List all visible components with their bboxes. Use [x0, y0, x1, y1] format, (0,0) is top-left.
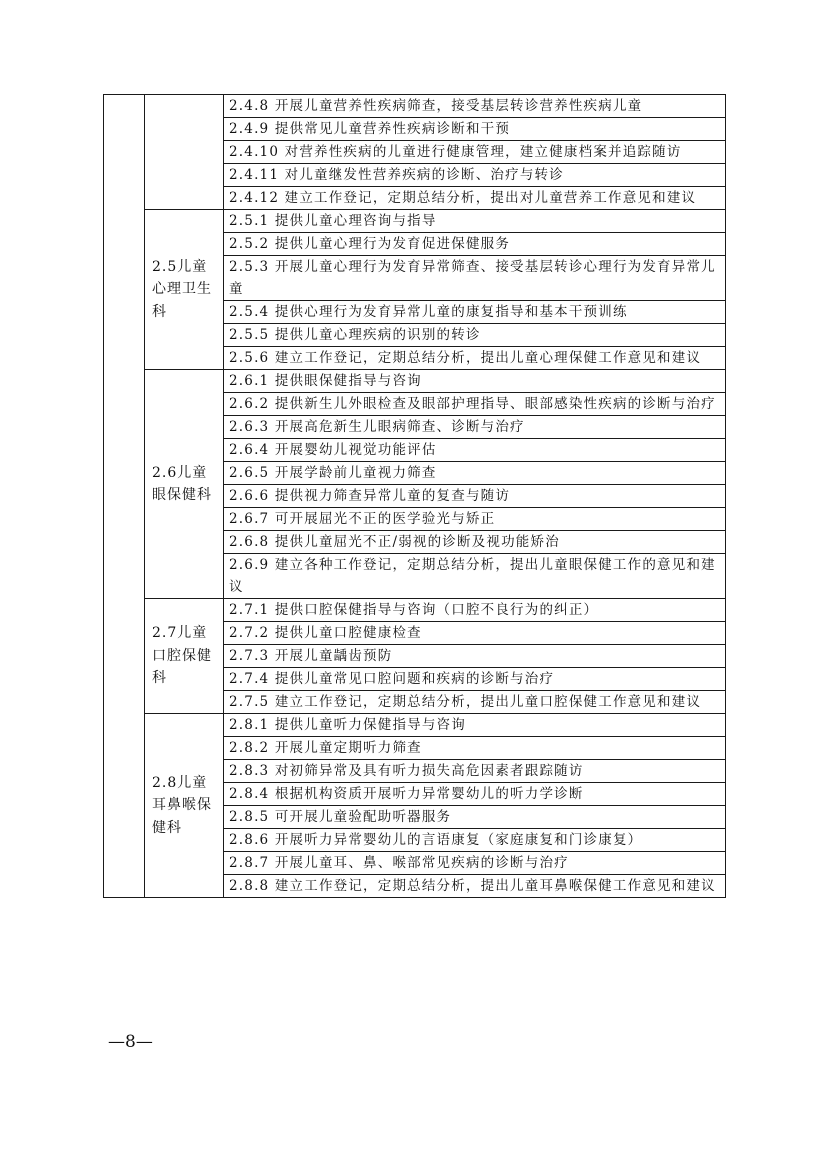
- service-item-text: 2.5.4 提供心理行为发育异常儿童的康复指导和基本干预训练: [229, 304, 628, 320]
- service-item-text: 2.6.4 开展婴幼儿视觉功能评估: [229, 442, 437, 458]
- service-item-text: 2.7.1 提供口腔保健指导与咨询（口腔不良行为的纠正）: [229, 602, 599, 618]
- service-item-cell: [224, 645, 726, 668]
- service-item-cell: [224, 531, 726, 554]
- service-item-text: 2.7.4 提供儿童常见口腔问题和疾病的诊断与治疗: [229, 671, 555, 687]
- service-item-cell: [224, 393, 726, 416]
- section-cell: [145, 370, 224, 599]
- service-item-text: 2.6.7 可开展屈光不正的医学验光与矫正: [229, 511, 496, 527]
- service-item-text: 2.7.3 开展儿童龋齿预防: [229, 648, 393, 664]
- service-item-text: 2.6.5 开展学龄前儿童视力筛查: [229, 465, 437, 481]
- section-label: 2.6儿童眼保健科: [152, 464, 212, 503]
- service-item-text: 2.4.8 开展儿童营养性疾病筛查，接受基层转诊营养性疾病儿童: [229, 98, 643, 114]
- service-item-cell: [224, 485, 726, 508]
- service-item-cell: [224, 508, 726, 531]
- service-item-cell: [224, 416, 726, 439]
- section-label: 2.7儿童口腔保健科: [152, 625, 212, 687]
- service-item-text: 2.8.7 开展儿童耳、鼻、喉部常见疾病的诊断与治疗: [229, 855, 569, 871]
- service-item-text: 2.5.2 提供儿童心理行为发育促进保健服务: [229, 236, 511, 252]
- service-item-cell: [224, 691, 726, 714]
- service-item-cell: [224, 439, 726, 462]
- service-item-cell: [224, 95, 726, 118]
- service-item-cell: [224, 714, 726, 737]
- service-item-text: 2.8.2 开展儿童定期听力筛查: [229, 740, 422, 756]
- service-item-text: 2.5.5 提供儿童心理疾病的识别的转诊: [229, 327, 481, 343]
- service-item-text: 2.5.6 建立工作登记，定期总结分析，提出儿童心理保健工作意见和建议: [229, 350, 702, 366]
- service-item-text: 2.7.5 建立工作登记，定期总结分析，提出儿童口腔保健工作意见和建议: [229, 694, 702, 710]
- service-item-text: 2.8.3 对初筛异常及具有听力损失高危因素者跟踪随访: [229, 763, 584, 779]
- service-item-cell: [224, 301, 726, 324]
- service-item-text: 2.8.5 可开展儿童验配助听器服务: [229, 809, 452, 825]
- section-cell: [145, 95, 224, 210]
- service-item-cell: [224, 118, 726, 141]
- service-item-cell: [224, 622, 726, 645]
- category-cell: [104, 95, 145, 898]
- service-item-cell: [224, 141, 726, 164]
- service-item-text: 2.8.1 提供儿童听力保健指导与咨询: [229, 717, 466, 733]
- service-item-text: 2.5.1 提供儿童心理咨询与指导: [229, 213, 437, 229]
- service-item-text: 2.6.8 提供儿童屈光不正/弱视的诊断及视功能矫治: [229, 534, 560, 550]
- service-item-cell: [224, 783, 726, 806]
- service-item-cell: [224, 599, 726, 622]
- service-item-text: 2.4.12 建立工作登记，定期总结分析，提出对儿童营养工作意见和建议: [229, 190, 697, 206]
- service-item-cell: [224, 370, 726, 393]
- service-item-cell: [224, 875, 726, 898]
- service-item-cell: [224, 210, 726, 233]
- table-row: [104, 95, 726, 118]
- service-item-text: 2.6.3 开展高危新生儿眼病筛查、诊断与治疗: [229, 419, 525, 435]
- service-item-text: 2.4.10 对营养性疾病的儿童进行健康管理，建立健康档案并追踪随访: [229, 144, 682, 160]
- table-row: [104, 370, 726, 393]
- service-item-cell: [224, 187, 726, 210]
- table-row: [104, 599, 726, 622]
- service-item-text: 2.5.3 开展儿童心理行为发育异常筛查、接受基层转诊心理行为发育异常儿童: [229, 259, 716, 297]
- service-item-text: 2.4.9 提供常见儿童营养性疾病诊断和干预: [229, 121, 511, 137]
- service-item-cell: [224, 806, 726, 829]
- service-item-text: 2.6.2 提供新生儿外眼检查及眼部护理指导、眼部感染性疾病的诊断与治疗: [229, 396, 716, 412]
- service-item-text: 2.6.1 提供眼保健指导与咨询: [229, 373, 422, 389]
- service-item-cell: [224, 164, 726, 187]
- service-item-cell: [224, 462, 726, 485]
- service-item-cell: [224, 324, 726, 347]
- service-item-text: 2.8.8 建立工作登记，定期总结分析，提出儿童耳鼻喉保健工作意见和建议: [229, 878, 716, 894]
- service-item-cell: [224, 829, 726, 852]
- service-item-cell: [224, 760, 726, 783]
- service-item-cell: [224, 256, 726, 301]
- table-row: [104, 714, 726, 737]
- service-item-cell: [224, 668, 726, 691]
- service-item-cell: [224, 233, 726, 256]
- service-item-text: 2.7.2 提供儿童口腔健康检查: [229, 625, 422, 641]
- section-cell: [145, 599, 224, 714]
- services-table: [103, 94, 726, 898]
- service-item-text: 2.8.6 开展听力异常婴幼儿的言语康复（家庭康复和门诊康复）: [229, 832, 643, 848]
- service-item-cell: [224, 852, 726, 875]
- service-item-text: 2.6.6 提供视力筛查异常儿童的复查与随访: [229, 488, 511, 504]
- table-row: [104, 210, 726, 233]
- service-item-cell: [224, 737, 726, 760]
- service-item-text: 2.6.9 建立各种工作登记，定期总结分析，提出儿童眼保健工作的意见和建议: [229, 557, 716, 595]
- section-label: 2.5儿童心理卫生科: [152, 258, 212, 320]
- section-cell: [145, 714, 224, 898]
- page-number: —8—: [108, 1032, 153, 1052]
- section-cell: [145, 210, 224, 370]
- service-item-text: 2.4.11 对儿童继发性营养疾病的诊断、治疗与转诊: [229, 167, 564, 183]
- service-item-text: 2.8.4 根据机构资质开展听力异常婴幼儿的听力学诊断: [229, 786, 584, 802]
- service-item-cell: [224, 347, 726, 370]
- section-label: 2.8儿童耳鼻喉保健科: [152, 774, 212, 836]
- service-item-cell: [224, 554, 726, 599]
